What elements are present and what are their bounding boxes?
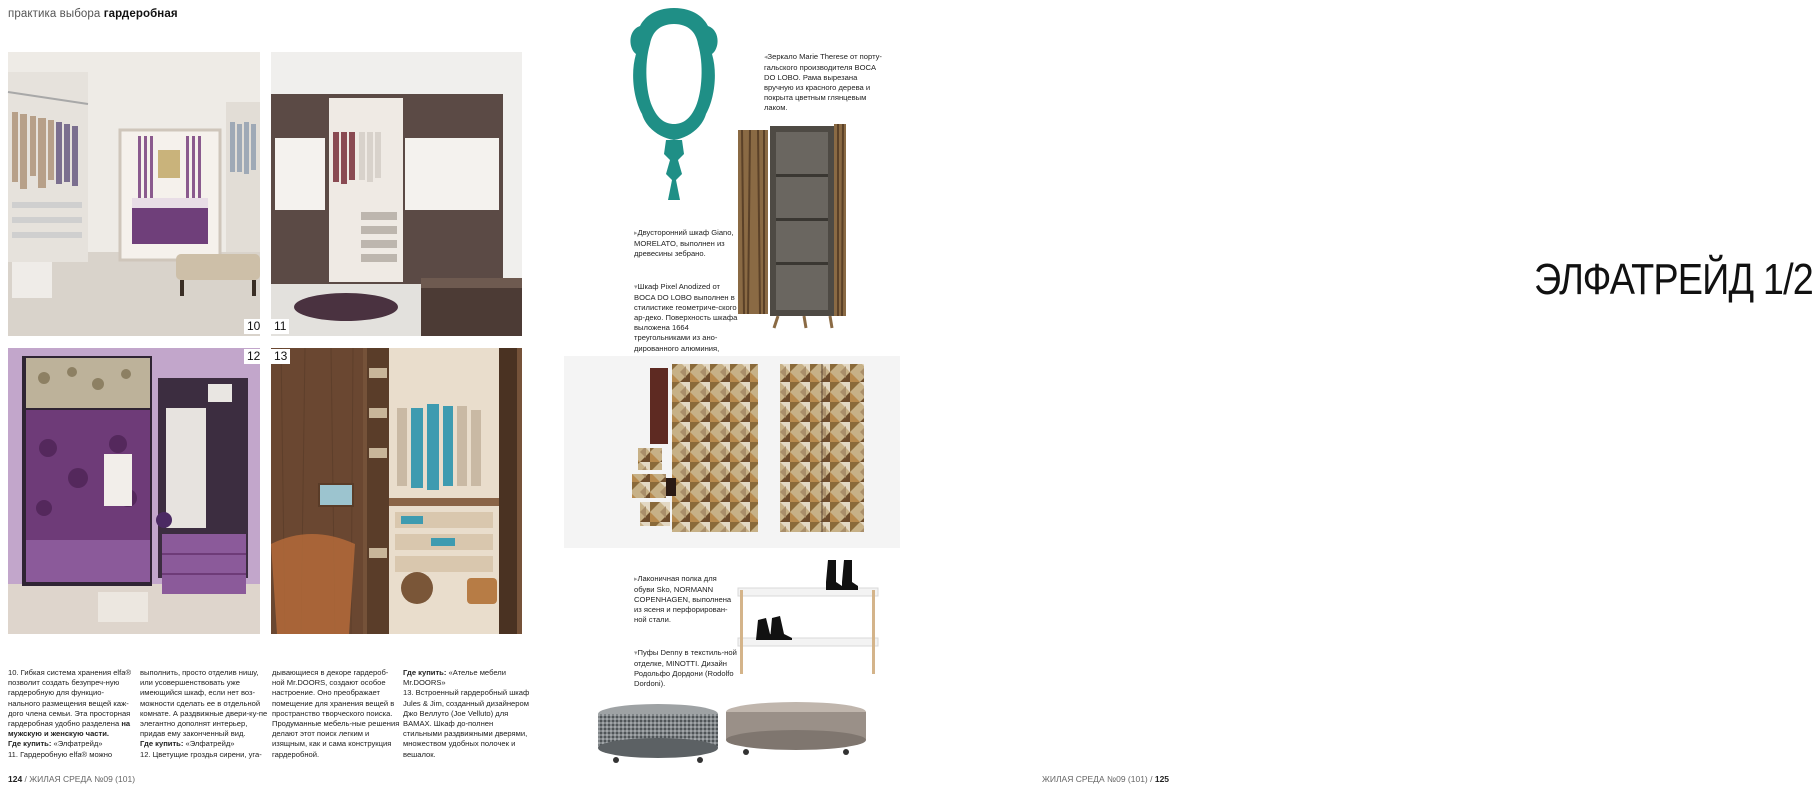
page-number-right: 125 (1154, 774, 1170, 784)
text-column-2 (140, 668, 268, 760)
text-column-1 (8, 668, 136, 760)
section-topic: гардеробная (103, 8, 178, 20)
caption-mirror (764, 52, 888, 114)
left-page (0, 0, 600, 785)
shoe-shelf-image (738, 560, 878, 676)
poufs-image (596, 700, 868, 766)
page-title: ЭЛФАТРЕЙД 1/2 (1534, 255, 1813, 304)
col1-text-10: 10. Гибкая система хранения elfa® позволит создать безупреч-ную гардеробную для функцио-нального размещения вещей каж-дого члена семьи. Эта просторная гардеробная удобно разделена (8, 668, 132, 729)
photo-number-13: 13 (271, 349, 290, 364)
photo-number-10: 10 (244, 319, 263, 334)
caption-marker-icon: ▾ (634, 284, 638, 291)
col4-where-label: Где купить: (403, 668, 447, 677)
caption-shelf-text: Лаконичная полка для обуви Sko, NORMANN COPENHAGEN, выполнена из ясеня и перфорирован-ной стали. (634, 574, 732, 625)
col2-where-value: «Элфатрейд» (185, 739, 235, 749)
section-label: практика выбора (8, 8, 101, 20)
photo-13-walnut-wardrobe (271, 348, 522, 634)
col4-text-13: 13. Встроенный гардеробный шкаф Jules & Jim, созданный дизайнером Джо Веллуто (Joe Velluto) для BAMAX. Шкаф до-полнен стильными раздвижными дверями, множеством удобных полочек и вешалок. (403, 688, 530, 759)
caption-poufs-text: Пуфы Denny в текстиль-ной отделке, MINOTTI. Дизайн Родольфо Дордони (Rodolfo Dordoni). (634, 648, 737, 689)
footer-left: 124 / ЖИЛАЯ СРЕДА №09 (101) (8, 774, 136, 784)
col1-text-10-bold: на мужскую и женскую части. (8, 719, 131, 739)
photo-10-walk-in-wardrobe (8, 52, 260, 336)
page-number-left: 124 (8, 774, 23, 784)
photo-number-12: 12 (244, 349, 263, 364)
caption-giano-text: Двусторонний шкаф Giano, MORELATO, выполнен из древесины зебрано. (634, 228, 734, 259)
photo-number-11: 11 (271, 319, 289, 334)
caption-giano (634, 228, 738, 259)
col1-where-label: Где купить: (8, 739, 52, 749)
mirror-image (624, 4, 724, 206)
col1-where-value: «Элфатрейд» (53, 739, 103, 749)
caption-pixel-text: Шкаф Pixel Anodized от BOCA DO LOBO выполнен в стилистике геометриче-ского ар-деко. Поверхность шкафа выложена 1664 треугольниками из ано-дированного алюминия, (634, 282, 738, 353)
magazine-name-right: ЖИЛАЯ СРЕДА №09 (101) (1042, 774, 1148, 784)
photo-12-lilac-wardrobe (8, 348, 260, 634)
giano-cabinet-image (734, 122, 850, 332)
caption-mirror-text: Зеркало Marie Therese от порту-гальского производителя BOCA DO LOBO. Рама вырезана вручную из красного дерева и покрыта цветным глянцевым лаком. (764, 52, 882, 113)
caption-poufs (634, 648, 740, 689)
text-column-4 (403, 668, 531, 760)
text-column-3 (272, 668, 400, 760)
caption-marker-icon: ▾ (634, 650, 638, 657)
col1-text-11: 11. Гардеробную elfa® можно (8, 749, 113, 759)
photo-11-sliding-wardrobe (271, 52, 522, 336)
pixel-cabinets-image (630, 362, 870, 540)
caption-marker-icon: ▸ (634, 230, 638, 237)
col2-where-label: Где купить: (140, 739, 184, 749)
section-header (8, 8, 178, 20)
right-page (600, 0, 1813, 785)
col3-text: дывающиеся в декоре гардероб-ной Mr.DOORS, создают особое настроение. Оно преображает помещение для хранения вещей в пространство творческого поиска. Продуманные мебель-ные решения делают этот поиск легким и изящным, как и сама конструкция гардеробной. (272, 668, 400, 759)
col2-text: выполнить, просто отделив нишу, или усовершенствовать уже имеющийся шкаф, если нет воз-можности сделать ее в отдельной комнате. А раздвижные двери-ку-пе элегантно дополнят интерьер, придав ему законченный вид. (140, 668, 268, 739)
caption-shelf (634, 574, 738, 625)
caption-marker-icon: ▸ (634, 576, 638, 583)
col2-text-12: 12. Цветущие гроздья сирени, уга- (140, 749, 262, 759)
footer-right: ЖИЛАЯ СРЕДА №09 (101) / 125 (1042, 774, 1170, 784)
col4-where-value: «Ателье мебели Mr.DOORS» (403, 668, 506, 688)
caption-marker-icon: ◂ (764, 54, 768, 61)
magazine-name-left: ЖИЛАЯ СРЕДА №09 (101) (29, 774, 136, 784)
